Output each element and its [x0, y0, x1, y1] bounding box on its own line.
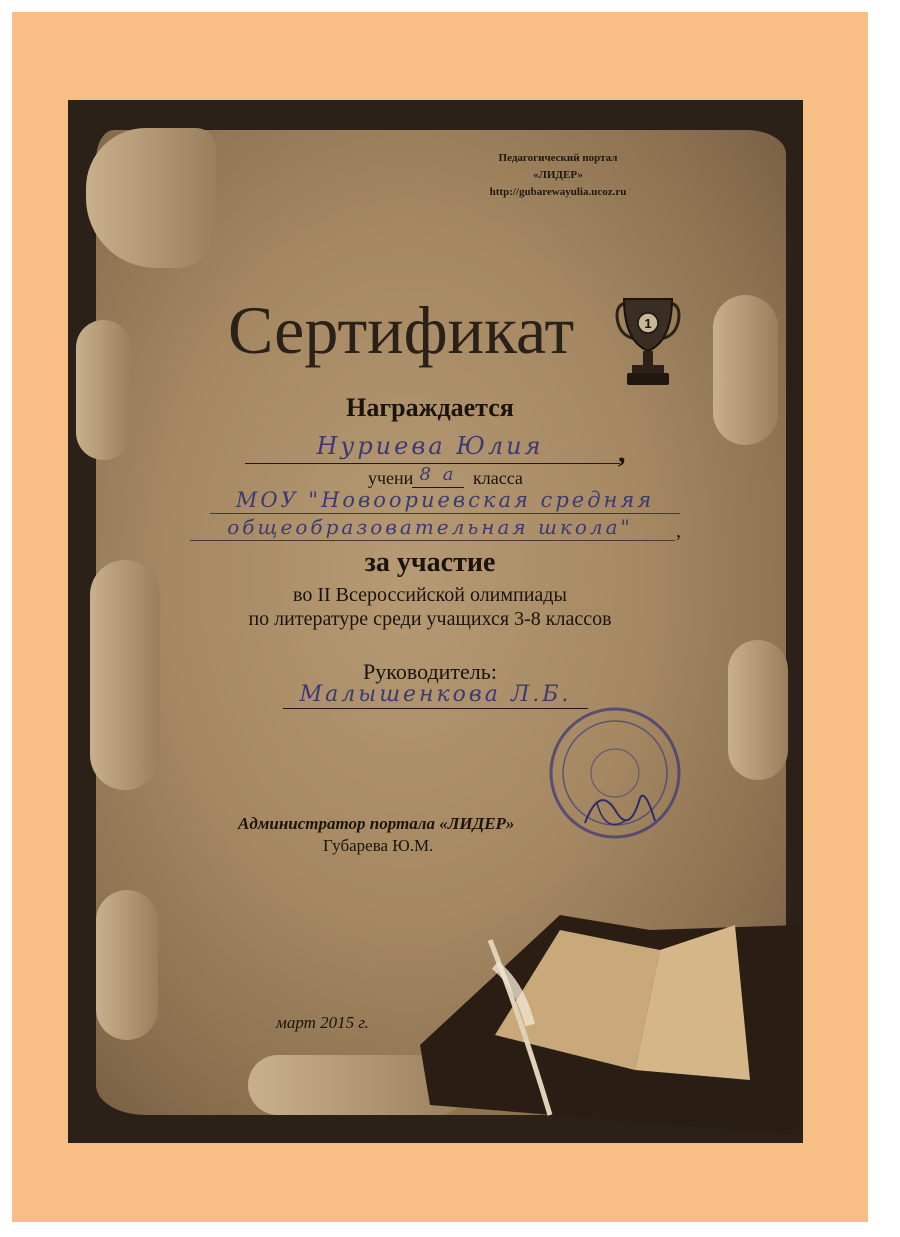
class-label: класса — [473, 468, 523, 488]
school-line-2: общеобразовательная школа" — [227, 515, 633, 539]
leader-label: Руководитель: — [363, 659, 497, 684]
certificate-date: март 2015 г. — [276, 1013, 370, 1032]
portal-url: http://gubarewayulia.ucoz.ru — [489, 186, 627, 198]
grade-value: 8 а — [419, 464, 457, 485]
trophy-icon — [612, 293, 684, 389]
awarded-heading: Награждается — [346, 393, 514, 422]
admin-title: Администратор портала «ЛИДЕР» — [238, 814, 515, 833]
school-comma: , — [676, 520, 681, 542]
leader-name: Малышенкова Л.Б. — [299, 682, 572, 707]
olympiad-line-1: во II Всероссийской олимпиады — [293, 584, 567, 606]
trophy-number: 1 — [644, 316, 652, 331]
leader-underline — [283, 708, 588, 709]
pupil-label: учени — [368, 468, 414, 488]
stamp-seal — [545, 703, 685, 843]
portal-line-1: Педагогический портал — [498, 152, 618, 164]
scroll-curl-left-upper — [76, 320, 131, 460]
participation-heading: за участие — [364, 547, 496, 578]
recipient-name: Нуриева Юлия — [316, 432, 544, 460]
scroll-curl-top-left — [86, 128, 216, 268]
school-underline-2 — [190, 540, 675, 541]
open-book-quill-illustration — [400, 905, 800, 1140]
portal-line-2: «ЛИДЕР» — [533, 169, 583, 181]
certificate-title: Сертификат — [228, 292, 575, 368]
name-comma: , — [618, 436, 626, 469]
school-underline-1 — [210, 513, 680, 514]
admin-name: Губарева Ю.М. — [323, 836, 434, 855]
portal-header — [438, 150, 678, 201]
school-line-1: МОУ "Новоориевская средняя — [235, 488, 655, 512]
scroll-curl-left-lower — [96, 890, 158, 1040]
olympiad-line-2: по литературе среди учащихся 3-8 классов — [248, 608, 612, 630]
